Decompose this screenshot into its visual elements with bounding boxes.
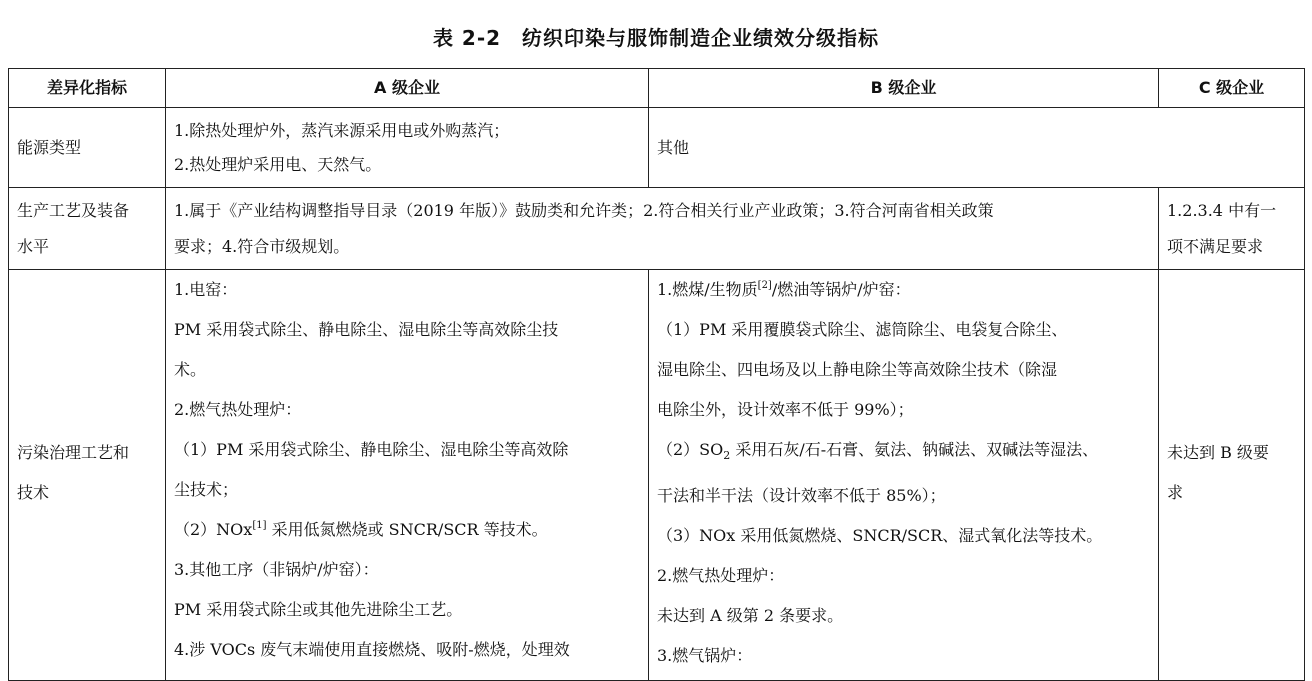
header-c-grade: C 级企业 xyxy=(1159,69,1305,108)
table-row-energy xyxy=(9,108,1305,188)
footnote-1-marker: [1] xyxy=(252,520,267,531)
pollution-label-line-2: 技术 xyxy=(17,483,50,503)
energy-a-line-1: 1.除热处理炉外，蒸汽来源采用电或外购蒸汽； xyxy=(174,120,510,140)
pollution-label xyxy=(9,270,166,681)
table-row-process xyxy=(9,188,1305,270)
biomass-rest-text: /燃油等锅炉/炉窑： xyxy=(771,280,911,299)
pollution-a-line-2: PM 采用袋式除尘、静电除尘、湿电除尘等高效除尘技 xyxy=(174,320,559,339)
pollution-a-line-3: 术。 xyxy=(174,360,207,379)
process-ab-cell xyxy=(166,188,1159,270)
pollution-b-line-6: 干法和半干法（设计效率不低于 85%）； xyxy=(657,486,946,506)
footnote-2-marker: [2] xyxy=(757,280,772,291)
pollution-c-line-1: 未达到 B 级要 xyxy=(1167,443,1269,463)
so2-rest-text: 采用石灰/石-石膏、氨法、钠碱法、双碱法等湿法、 xyxy=(730,440,1099,459)
pollution-a-line-7 xyxy=(174,510,640,550)
process-c-line-1: 1.2.3.4 中有一 xyxy=(1167,200,1277,220)
nox-text: （2）NOx xyxy=(174,520,253,539)
pollution-a-line-6: 尘技术； xyxy=(174,480,239,499)
energy-b-cell: 其他 xyxy=(649,108,1305,188)
pollution-a-line-5: （1）PM 采用袋式除尘、静电除尘、湿电除尘等高效除 xyxy=(174,440,569,459)
pollution-a-line-8: 3.其他工序（非锅炉/炉窑）： xyxy=(174,560,379,579)
pollution-a-line-10: 4.涉 VOCs 废气末端使用直接燃烧、吸附-燃烧，处理效 xyxy=(174,640,570,659)
pollution-b-line-4: 电除尘外，设计效率不低于 99%）； xyxy=(657,400,914,419)
header-b-grade: B 级企业 xyxy=(649,69,1159,108)
header-a-grade: A 级企业 xyxy=(166,69,649,108)
pollution-label-line-1: 污染治理工艺和 xyxy=(17,443,130,463)
process-c-cell xyxy=(1159,188,1305,270)
pollution-b-line-9: 未达到 A 级第 2 条要求。 xyxy=(657,606,844,626)
header-row xyxy=(9,69,1305,108)
pollution-a-line-1: 1.电窑： xyxy=(174,280,238,299)
performance-grading-table xyxy=(8,68,1305,681)
pollution-a-line-9: PM 采用袋式除尘或其他先进除尘工艺。 xyxy=(174,600,463,619)
pollution-c-line-2: 求 xyxy=(1167,483,1184,503)
pollution-b-line-3: 湿电除尘、四电场及以上静电除尘等高效除尘技术（除湿 xyxy=(657,360,1058,379)
pollution-c-cell xyxy=(1159,270,1305,681)
process-ab-line-2: 要求；4.符合市级规划。 xyxy=(174,236,350,256)
header-indicator: 差异化指标 xyxy=(9,69,166,108)
table-title: 表 2-2 纺织印染与服饰制造企业绩效分级指标 xyxy=(432,26,880,50)
pollution-a-line-4: 2.燃气热处理炉： xyxy=(174,400,302,419)
energy-a-line-2: 2.热处理炉采用电、天然气。 xyxy=(174,154,382,174)
process-c-line-2: 项不满足要求 xyxy=(1167,236,1264,256)
pollution-a-cell xyxy=(166,270,649,681)
pollution-b-line-7: （3）NOx 采用低氮燃烧、SNCR/SCR、湿式氧化法等技术。 xyxy=(657,526,1103,546)
biomass-text: 1.燃煤/生物质 xyxy=(657,280,758,299)
process-label xyxy=(9,188,166,270)
energy-a-cell xyxy=(166,108,649,188)
nox-rest-text: 采用低氮燃烧或 SNCR/SCR 等技术。 xyxy=(266,520,548,539)
pollution-b-line-10: 3.燃气锅炉： xyxy=(657,646,753,666)
process-label-line-2: 水平 xyxy=(17,236,50,256)
process-ab-line-1: 1.属于《产业结构调整指导目录（2019 年版）》鼓励类和允许类；2.符合相关行业产业政策；3.符合河南省相关政策 xyxy=(174,200,994,220)
pollution-b-line-8: 2.燃气热处理炉： xyxy=(657,566,785,586)
so2-subscript: 2 xyxy=(723,449,731,463)
table-row-pollution xyxy=(9,270,1305,681)
pollution-b-line-2: （1）PM 采用覆膜袋式除尘、滤筒除尘、电袋复合除尘、 xyxy=(657,320,1068,339)
energy-label: 能源类型 xyxy=(9,108,166,188)
pollution-b-line-1 xyxy=(657,270,1150,310)
so2-text: （2）SO xyxy=(657,440,724,459)
pollution-b-cell xyxy=(649,270,1159,681)
pollution-b-line-5 xyxy=(657,430,1150,476)
process-label-line-1: 生产工艺及装备 xyxy=(17,200,130,220)
